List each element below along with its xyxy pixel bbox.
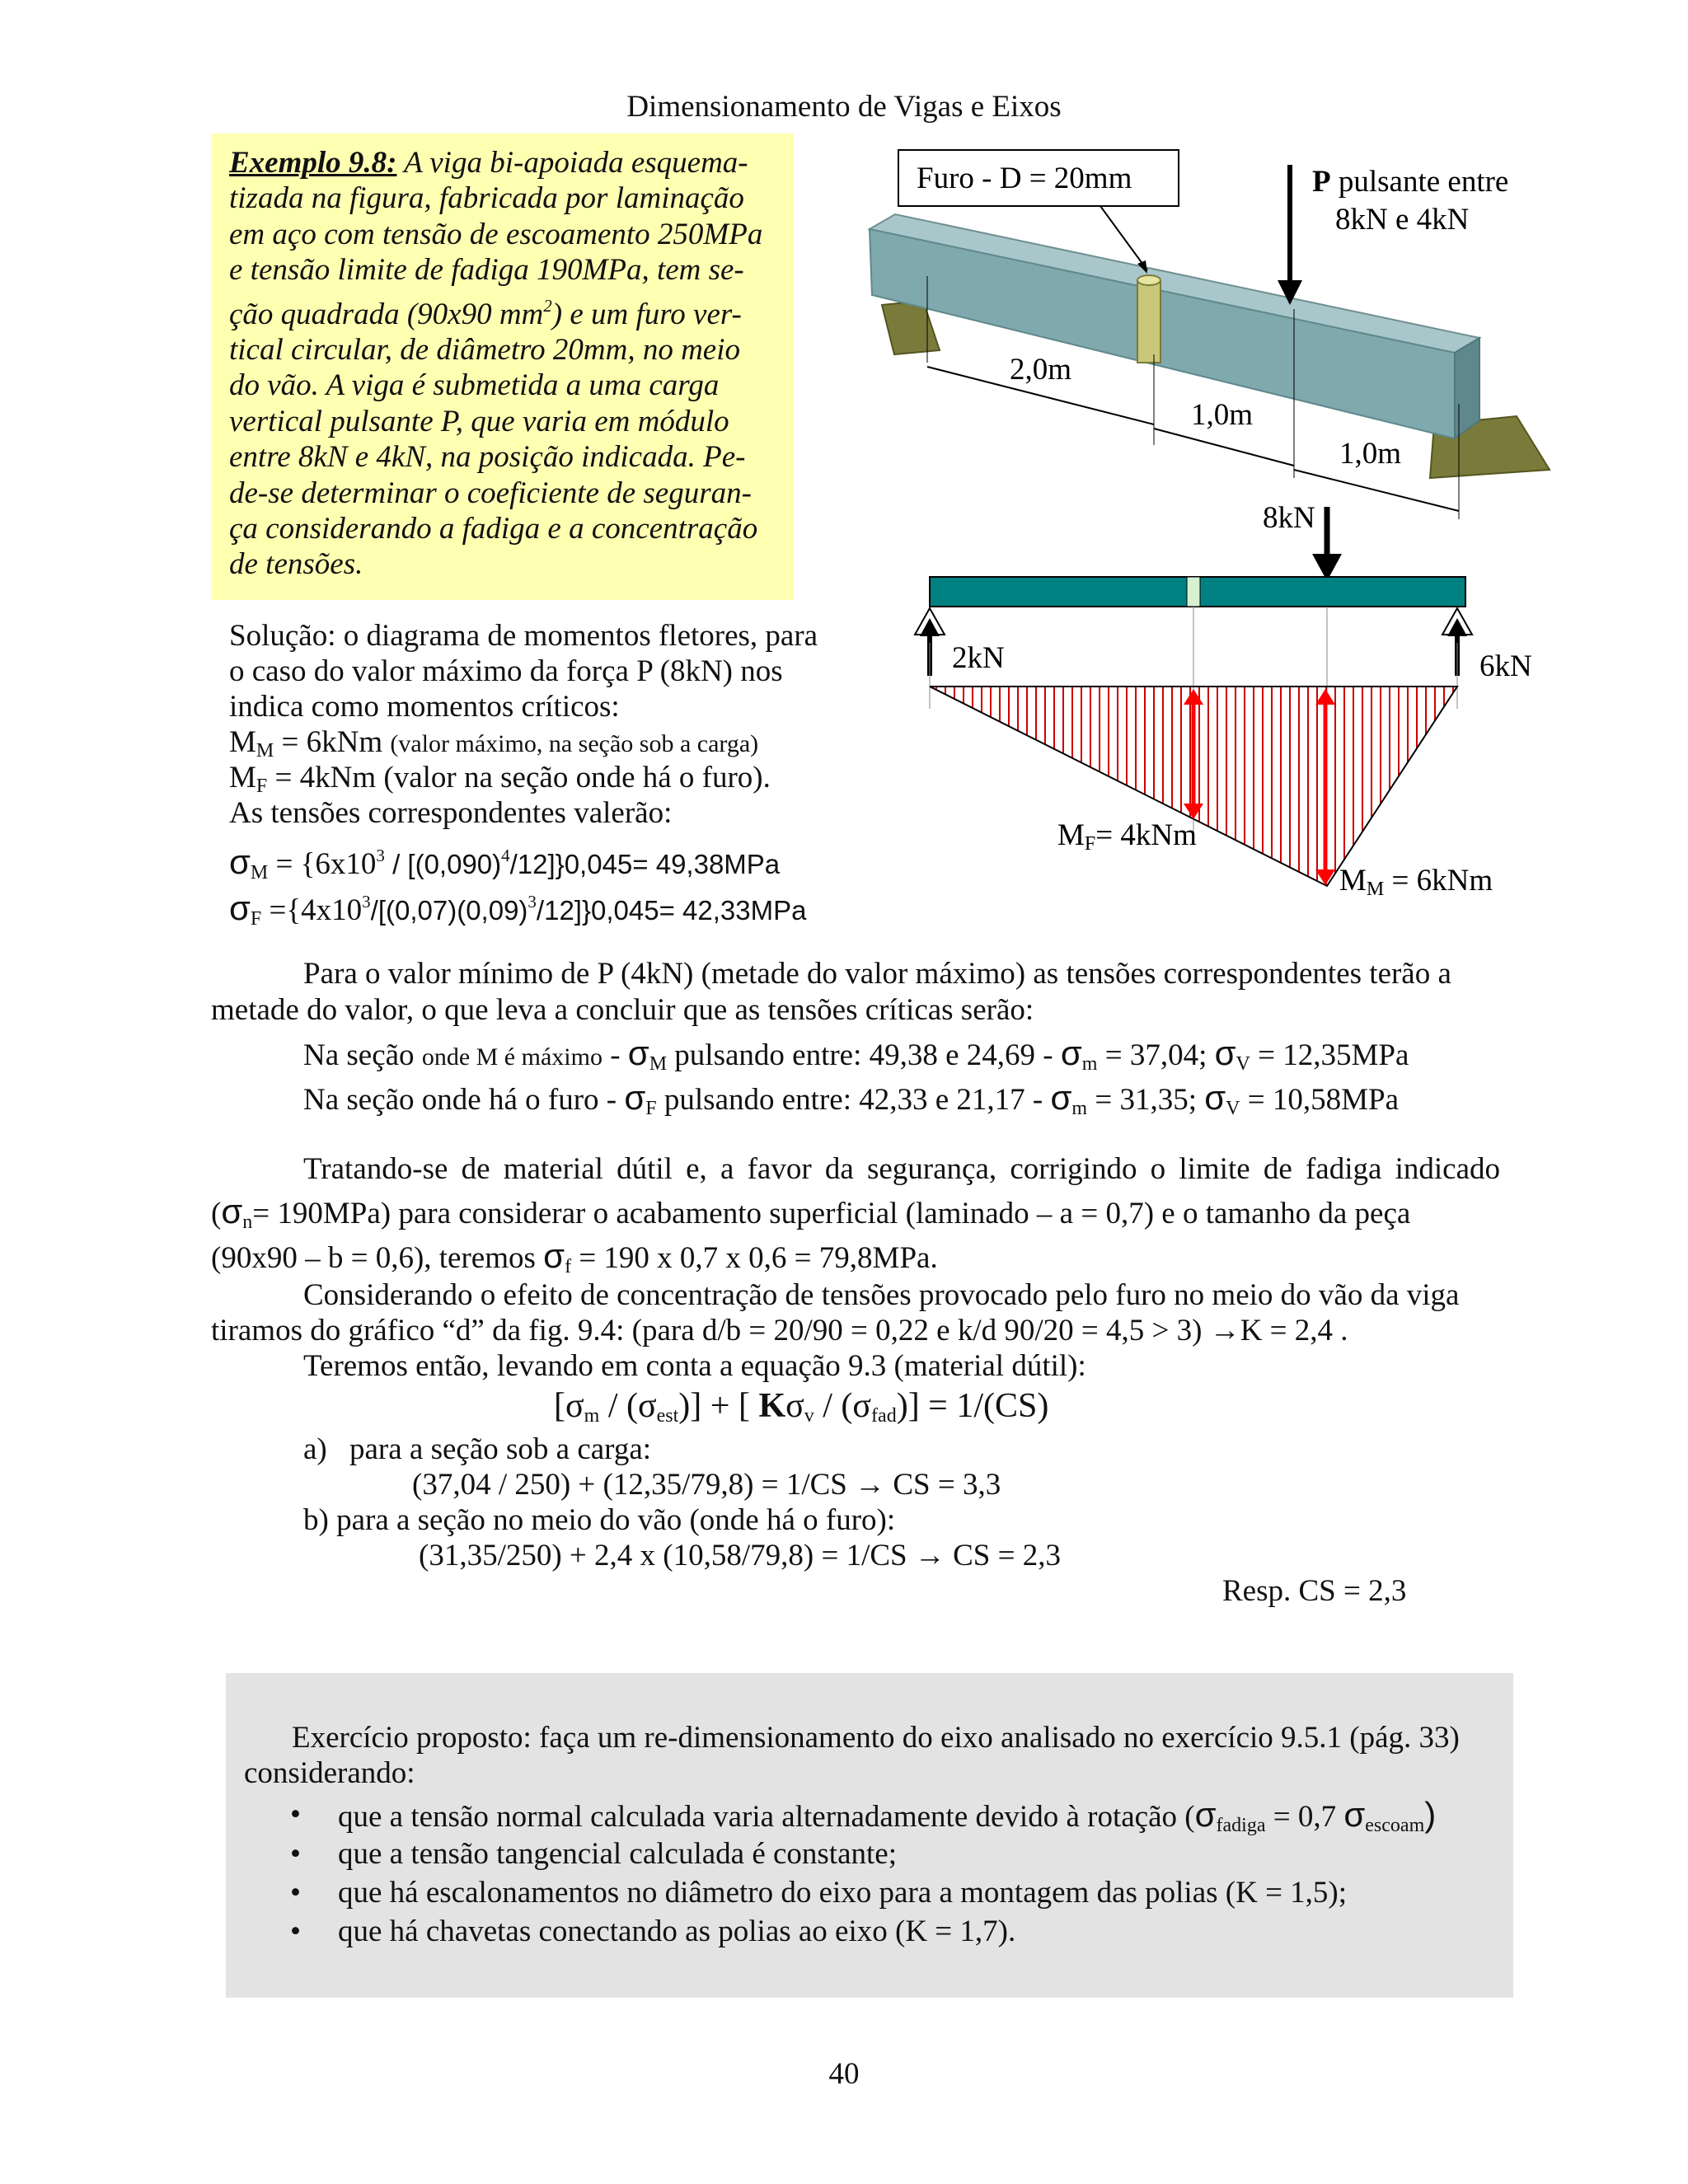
exercise-line-1: Exercício proposto: faça um re-dimensionamento do eixo analisado no exercício 9.5.1 (pág. 33) bbox=[292, 1721, 1460, 1755]
bullet-dot-1: • bbox=[290, 1797, 301, 1831]
mf-label: MF= 4kNm bbox=[1057, 818, 1197, 855]
bullet-dot-4: • bbox=[290, 1915, 301, 1948]
reaction-right-label: 6kN bbox=[1479, 649, 1532, 683]
load-label-2: 8kN e 4kN bbox=[1335, 203, 1470, 237]
case-a-text: para a seção sob a carga: bbox=[349, 1432, 652, 1466]
example-title: Exemplo 9.8: bbox=[229, 146, 397, 180]
example-box bbox=[211, 134, 794, 600]
dim-line-2 bbox=[1154, 429, 1294, 466]
page-header: Dimensionamento de Vigas e Eixos bbox=[626, 90, 1062, 124]
body-p2-line2: $(\sigma_n= 190MPa)$ para considerar o acabamento superficial (laminado – a = 0,7) e o tamanho da peça bbox=[211, 1192, 1411, 1233]
bullet-dot-3: • bbox=[290, 1876, 301, 1910]
solution-line-6: As tensões correspondentes valerão: bbox=[229, 796, 673, 830]
example-line-11: ça considerando a fadiga e a concentração bbox=[229, 512, 758, 546]
hole-cylinder bbox=[1137, 280, 1160, 363]
case-b-text: b) para a seção no meio do vão (onde há o furo): bbox=[303, 1503, 896, 1537]
exercise-bullet-4: que há chavetas conectando as polias ao eixo (K = 1,7). bbox=[338, 1915, 1016, 1948]
mm-label: MM = 6kNm bbox=[1339, 864, 1493, 900]
beam-figure bbox=[824, 132, 1648, 915]
load-label-1: P pulsante entre bbox=[1312, 165, 1509, 199]
dim-label-1: 2,0m bbox=[1010, 353, 1072, 387]
body-p2-line3: (90x90 – b = 0,6), teremos $\sigma_f = 190$ x 0,7 x 0,6 = 79,8MPa. bbox=[211, 1236, 938, 1277]
exercise-bullet-1: que a tensão normal calculada varia alternadamente devido à rotação ($\sigma_{fadiga} = 0,7$ $\sigma_{escoam}$) bbox=[338, 1795, 1437, 1836]
example-line-8: vertical pulsante P, que varia em módulo bbox=[229, 404, 729, 438]
example-line-2: tizada na figura, fabricada por laminação bbox=[229, 181, 744, 216]
example-line-6: tical circular, de diâmetro 20mm, no meio bbox=[229, 333, 741, 368]
critical-row-2: Na seção onde há o furo - $\sigma_F$ pulsando entre: 42,33 e $21,17 - \sigma_m = 31,35$; $\sigma_V = 10,58MPa$ bbox=[303, 1078, 1400, 1119]
reaction-left-label: 2kN bbox=[952, 641, 1005, 675]
example-line-10: de-se determinar o coeficiente de seguran- bbox=[229, 476, 752, 510]
solution-mf: $M_F = 4kNm$ (valor na seção onde há o furo). bbox=[229, 761, 771, 797]
exercise-line-2: considerando: bbox=[244, 1756, 415, 1790]
example-line-12: de tensões. bbox=[229, 547, 363, 582]
example-line-5: ção quadrada (90x90 $mm^2$) e um furo ver- bbox=[229, 295, 742, 331]
body-p1-line1: Para o valor mínimo de P (4kN) (metade do valor máximo) as tensões correspondentes terão a bbox=[303, 957, 1451, 991]
force-8kn-label: 8kN bbox=[1263, 501, 1315, 535]
solution-line-2: o caso do valor máximo da força P (8kN) nos bbox=[229, 654, 783, 688]
hole-mark bbox=[1187, 577, 1200, 607]
body-p2-line1: Tratando-se de material dútil e, a favor da segurança, corrigindo o limite de fadiga indicado bbox=[303, 1152, 1500, 1186]
example-line-7: do vão. A viga é submetida a uma carga bbox=[229, 368, 720, 403]
example-line-1: Exemplo 9.8: A viga bi-apoiada esquema- bbox=[229, 146, 748, 180]
equation-9-3: $[\sigma_m / (\sigma_{est})]$ + [ $K\sigma_v / (\sigma_{fad})] = 1/(CS)$ bbox=[554, 1387, 1049, 1427]
solution-line-3: indica como momentos críticos: bbox=[229, 690, 620, 724]
solution-line-1: Solução: o diagrama de momentos fletores, para bbox=[229, 619, 818, 653]
answer: Resp. CS = 2,3 bbox=[1222, 1574, 1407, 1608]
dim-label-2: 1,0m bbox=[1191, 398, 1254, 432]
dim-label-3: 1,0m bbox=[1339, 437, 1402, 471]
solution-mm: $M_M = 6kNm$ (valor máximo, na seção sob a carga) bbox=[229, 725, 759, 762]
body-p1-line2: metade do valor, o que leva a concluir que as tensões críticas serão: bbox=[211, 993, 1034, 1027]
exercise-bullet-3: que há escalonamentos no diâmetro do eixo para a montagem das polias (K = 1,5); bbox=[338, 1876, 1348, 1910]
body-p3-line2: tiramos do gráfico “d” da fig. 9.4: (para d/b = 20/90 = 0,22 e k/d 90/20 = 4,5 > 3) →K = 2,4 . bbox=[211, 1314, 1348, 1347]
hole-label: Furo - D = 20mm bbox=[917, 162, 1132, 195]
example-line-9: entre 8kN e 4kN, na posição indicada. Pe- bbox=[229, 440, 746, 475]
example-line-4: e tensão limite de fadiga 190MPa, tem se- bbox=[229, 253, 744, 288]
case-b-calc: (31,35/250) + 2,4 x (10,58/79,8) = 1/CS → CS = 2,3 bbox=[419, 1539, 1061, 1572]
sigma-m-equation: $\sigma_M = \{6x10^3 / [(0,090)^4/12]\}0,045= 49,38MPa$ bbox=[229, 842, 781, 883]
body-p4: Teremos então, levando em conta a equação 9.3 (material dútil): bbox=[303, 1349, 1086, 1383]
body-p3-line1: Considerando o efeito de concentração de tensões provocado pelo furo no meio do vão da viga bbox=[303, 1278, 1460, 1312]
case-a-calc: (37,04 / 250) + (12,35/79,8) = 1/CS → CS = 3,3 bbox=[412, 1468, 1001, 1502]
sigma-f-equation: $\sigma_F =\{4x10^3/[(0,07)(0,09)^3/12]\}0,045= 42,33MPa$ bbox=[229, 888, 807, 930]
page-number: 40 bbox=[828, 2057, 860, 2091]
critical-row-1: Na seção onde M é máximo - $\sigma_M$ pulsando entre: 49,38 e $24,69 - \sigma_m = 37,04$; $\sigma_V = 12,35MPa$ bbox=[303, 1033, 1409, 1075]
example-line-3: em aço com tensão de escoamento 250MPa bbox=[229, 217, 763, 251]
beam-front-face bbox=[870, 229, 1455, 438]
bullet-dot-2: • bbox=[290, 1837, 301, 1871]
case-a-label: a) bbox=[303, 1432, 327, 1466]
exercise-bullet-2: que a tensão tangencial calculada é constante; bbox=[338, 1837, 897, 1871]
